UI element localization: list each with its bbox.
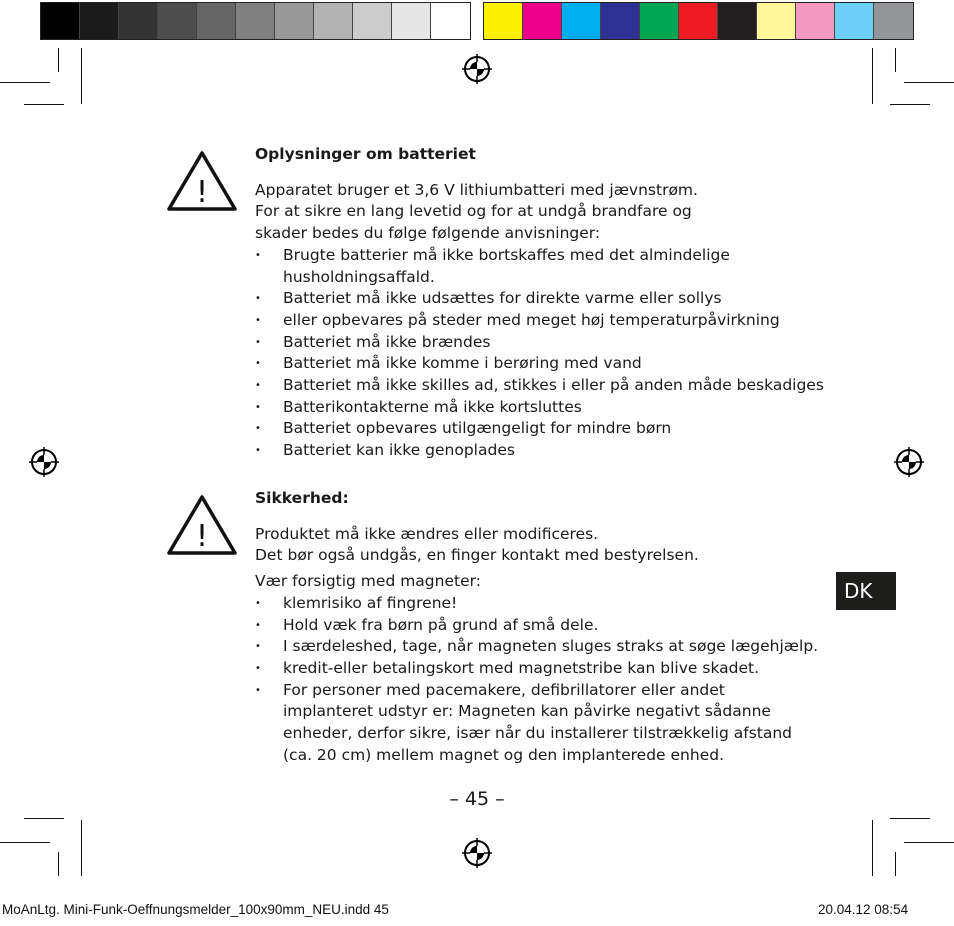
- battery-bullet-item-line: • eller opbevares på steder med meget høj temperaturpåvirkning: [283, 310, 780, 329]
- safety-bullet-item-line: (ca. 20 cm) mellem magnet og den implanterede enhed.: [283, 745, 724, 764]
- gray-swatch: [197, 3, 236, 39]
- registration-mark-icon: [462, 838, 492, 868]
- color-swatch: [796, 3, 835, 39]
- gray-swatch: [392, 3, 431, 39]
- grayscale-color-bar: [40, 2, 471, 40]
- battery-bullet-item-line: • Batterikontakterne må ikke kortsluttes: [283, 397, 582, 416]
- registration-mark-icon: [894, 447, 924, 477]
- battery-bullet-item: [255, 245, 855, 288]
- safety-bullet-item: [255, 680, 855, 767]
- color-swatch: [601, 3, 640, 39]
- battery-bullet-item: [255, 375, 855, 397]
- battery-bullet-item-line: • Batteriet må ikke udsættes for direkte varme eller sollys: [283, 289, 722, 308]
- gray-swatch: [353, 3, 392, 39]
- battery-bullet-item: [255, 353, 855, 375]
- color-swatch: [640, 3, 679, 39]
- battery-bullet-item: [255, 288, 855, 310]
- safety-bullet-item-line: enheder, derfor sikre, især når du installerer tilstrækkelig afstand: [283, 724, 793, 743]
- slug-file-name: MoAnLtg. Mini-Funk-Oeffnungsmelder_100x90mm_NEU.indd 45: [2, 902, 389, 917]
- warning-symbol: !: [195, 519, 209, 554]
- safety-bullet-item-line: • I særdeleshed, tage, når magneten sluges straks at søge lægehjælp.: [283, 637, 819, 656]
- battery-bullet-item: [255, 440, 855, 462]
- safety-bullet-item: [255, 658, 855, 680]
- safety-intro-line: Det bør også undgås, en finger kontakt med bestyrelsen.: [255, 546, 699, 565]
- gray-swatch: [158, 3, 197, 39]
- gray-swatch: [236, 3, 275, 39]
- slug-date-time: 20.04.12 08:54: [818, 902, 909, 917]
- language-tab: DK: [836, 572, 896, 610]
- warning-triangle-icon: [166, 494, 238, 556]
- battery-bullet-item: [255, 310, 855, 332]
- safety-section: [255, 488, 855, 766]
- registration-mark-icon: [29, 447, 59, 477]
- gray-swatch: [275, 3, 314, 39]
- color-swatch: [874, 3, 913, 39]
- color-swatch: [679, 3, 718, 39]
- warning-triangle-icon: [166, 150, 238, 212]
- battery-bullet-item-line: • Batteriet kan ikke genoplades: [283, 441, 515, 460]
- safety-intro-line: Produktet må ikke ændres eller modificeres.: [255, 524, 599, 543]
- registration-mark-icon: [462, 54, 492, 84]
- battery-bullet-item: [255, 418, 855, 440]
- safety-bullet-list: [255, 593, 855, 767]
- battery-info-section: [255, 144, 855, 462]
- process-color-bar: [483, 2, 914, 40]
- battery-bullet-item-line: • Batteriet må ikke komme i berøring med vand: [283, 354, 642, 373]
- battery-bullet-item-line: • Batteriet må ikke skilles ad, stikkes i eller på anden måde beskadiges: [283, 376, 824, 395]
- color-swatch: [484, 3, 523, 39]
- color-swatch: [562, 3, 601, 39]
- battery-bullet-item-line: • Batteriet må ikke brændes: [283, 332, 491, 351]
- battery-intro-line: skader bedes du følge følgende anvisninger:: [255, 224, 601, 243]
- safety-bullet-item: [255, 593, 855, 615]
- color-swatch: [718, 3, 757, 39]
- battery-bullet-item: [255, 332, 855, 354]
- safety-bullet-item-line: • kredit-eller betalingskort med magnetstribe kan blive skadet.: [283, 658, 760, 677]
- gray-swatch: [119, 3, 158, 39]
- gray-swatch: [80, 3, 119, 39]
- safety-heading: Sikkerhed:: [255, 489, 349, 507]
- battery-bullet-item-line: husholdningsaffald.: [283, 267, 435, 286]
- gray-swatch: [431, 3, 470, 39]
- color-swatch: [523, 3, 562, 39]
- battery-bullet-item-line: • Brugte batterier må ikke bortskaffes med det almindelige: [283, 245, 730, 264]
- safety-bullet-item-line: • klemrisiko af fingrene!: [283, 593, 458, 612]
- magnets-intro: Vær forsigtig med magneter:: [255, 572, 481, 591]
- safety-bullet-item-line: • For personer med pacemakere, defibrillatorer eller andet: [283, 680, 725, 699]
- color-swatch: [757, 3, 796, 39]
- warning-symbol: !: [195, 175, 209, 210]
- gray-swatch: [314, 3, 353, 39]
- safety-bullet-item: [255, 615, 855, 637]
- battery-heading: Oplysninger om batteriet: [255, 145, 476, 163]
- page-number: – 45 –: [449, 788, 505, 810]
- safety-bullet-item: [255, 636, 855, 658]
- safety-bullet-item-line: implanteret udstyr er: Magneten kan påvirke negativt sådanne: [283, 702, 771, 721]
- battery-intro-line: Apparatet bruger et 3,6 V lithiumbatteri med jævnstrøm.: [255, 180, 698, 199]
- battery-bullet-list: [255, 245, 855, 462]
- battery-bullet-item-line: • Batteriet opbevares utilgængeligt for mindre børn: [283, 419, 672, 438]
- battery-bullet-item: [255, 397, 855, 419]
- safety-bullet-item-line: • Hold væk fra børn på grund af små dele.: [283, 615, 599, 634]
- color-swatch: [835, 3, 874, 39]
- gray-swatch: [41, 3, 80, 39]
- battery-intro-line: For at sikre en lang levetid og for at undgå brandfare og: [255, 202, 692, 221]
